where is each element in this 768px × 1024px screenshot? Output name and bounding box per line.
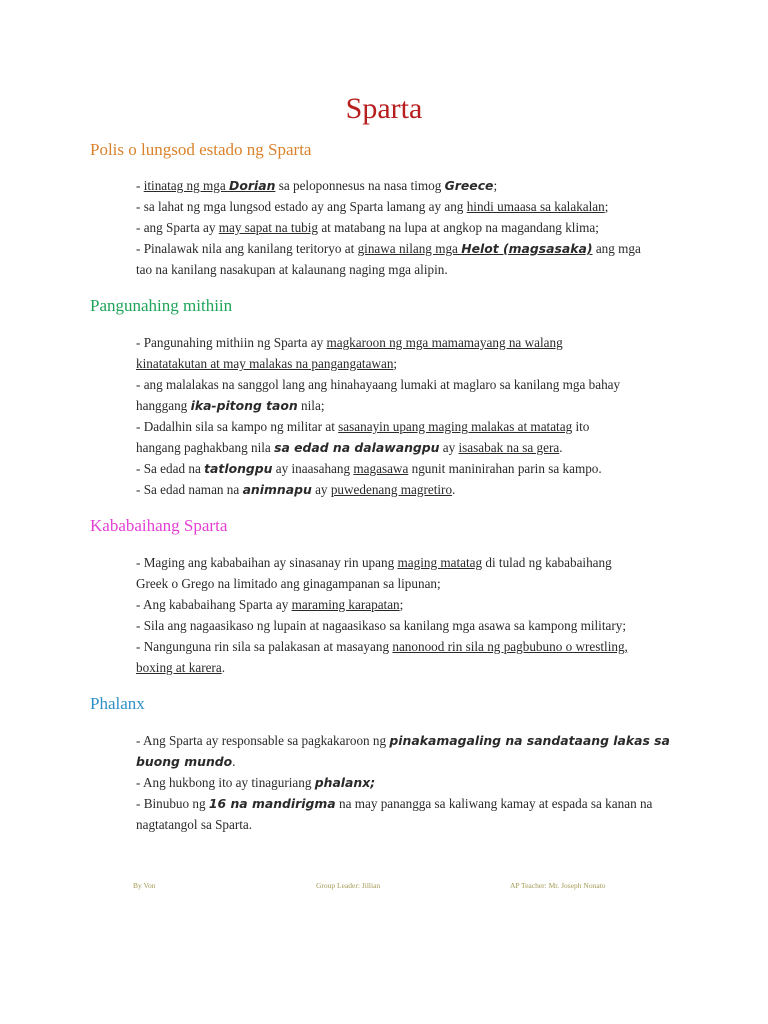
text-run: Helot (magsasaka) — [461, 241, 593, 256]
text-run: sa edad na dalawangpu — [274, 440, 440, 455]
body-line — [136, 594, 676, 615]
section-body-mithiin — [136, 332, 676, 500]
text-run: puwedenang magretiro — [330, 482, 453, 497]
text-run: - Pangunahing mithiin ng Sparta ay — [136, 335, 327, 350]
body-line — [136, 353, 676, 374]
body-line — [136, 772, 676, 793]
text-run: buong mundo — [136, 754, 233, 769]
section-heading-phalanx: Phalanx — [90, 694, 145, 713]
text-run: boxing at karera — [136, 660, 222, 675]
body-line — [136, 730, 676, 751]
footer-author: By Von — [133, 881, 156, 890]
text-run: animnapu — [242, 482, 312, 497]
footer-teacher: AP Teacher: Mr. Joseph Nonato — [510, 881, 606, 890]
text-run: ; — [604, 199, 609, 214]
text-run: . — [452, 482, 456, 497]
body-line — [136, 636, 676, 657]
text-run: - Nangunguna rin sila sa palakasan at masayang — [136, 639, 393, 654]
body-line — [136, 657, 676, 678]
text-run: may sapat na tubig — [218, 220, 319, 235]
text-run: . — [559, 440, 563, 455]
body-line — [136, 217, 676, 238]
body-line — [136, 175, 676, 196]
text-run: phalanx; — [314, 775, 376, 790]
text-run: ay — [439, 440, 459, 455]
text-run: - Sa edad naman na — [136, 482, 243, 497]
text-run: maging matatag — [397, 555, 483, 570]
body-line — [136, 814, 676, 835]
text-run: - Ang hukbong ito ay tinaguriang — [136, 775, 315, 790]
body-line — [136, 259, 676, 280]
text-run: - Pinalawak nila ang kanilang teritoryo at — [136, 241, 358, 256]
text-run: sasanayin upang maging malakas at matatag — [338, 419, 573, 434]
text-run: . — [221, 660, 225, 675]
body-line — [136, 416, 676, 437]
body-line — [136, 395, 676, 416]
text-run: tao na kanilang nasakupan at kalaunang naging mga alipin. — [136, 262, 448, 277]
text-run: ika-pitong taon — [190, 398, 298, 413]
section-heading-polis: Polis o lungsod estado ng Sparta — [90, 140, 312, 159]
text-run: - Ang Sparta ay responsable sa pagkakaroon ng — [136, 733, 390, 748]
text-run: ito — [572, 419, 590, 434]
text-run: ngunit maninirahan parin sa kampo. — [408, 461, 602, 476]
text-run: nanonood rin sila ng pagbubuno o wrestling, — [392, 639, 628, 654]
section-heading-mithiin: Pangunahing mithiin — [90, 296, 233, 315]
text-run: ginawa nilang mga — [357, 241, 462, 256]
text-run: . — [232, 754, 236, 769]
text-run: at matabang na lupa at angkop na magandang klima; — [318, 220, 599, 235]
text-run: ay inaasahang — [272, 461, 354, 476]
text-run: - — [136, 178, 144, 193]
body-line — [136, 751, 676, 772]
text-run: isasabak na sa gera — [458, 440, 560, 455]
page-title: Sparta — [345, 92, 423, 125]
body-line — [136, 437, 676, 458]
body-line — [136, 238, 676, 259]
text-run: - sa lahat ng mga lungsod estado ay ang Sparta lamang ay ang — [136, 199, 467, 214]
text-run: pinakamagaling na sandataang lakas sa — [389, 733, 670, 748]
text-run: hindi umaasa sa kalakalan — [466, 199, 605, 214]
body-line — [136, 615, 676, 636]
text-run: nila; — [297, 398, 325, 413]
text-run: Greek o Grego na limitado ang ginagampanan sa lipunan; — [136, 576, 441, 591]
text-run: - Dadalhin sila sa kampo ng militar at — [136, 419, 339, 434]
text-run: di tulad ng kababaihang — [482, 555, 612, 570]
text-run: na may panangga sa kaliwang kamay at espada sa kanan na — [335, 796, 653, 811]
text-run: tatlongpu — [204, 461, 273, 476]
text-run: hanggang — [136, 398, 191, 413]
text-run: - Ang kababaihang Sparta ay — [136, 597, 292, 612]
text-run: - Binubuo ng — [136, 796, 209, 811]
text-run: itinatag ng mga — [143, 178, 230, 193]
text-run: hangang paghakbang nila — [136, 440, 275, 455]
text-run: maraming karapatan — [291, 597, 400, 612]
body-line — [136, 573, 676, 594]
text-run: - Maging ang kababaihan ay sinasanay rin upang — [136, 555, 398, 570]
section-body-phalanx — [136, 730, 676, 835]
text-run: sa peloponnesus na nasa timog — [275, 178, 445, 193]
text-run: nagtatangol sa Sparta. — [136, 817, 253, 832]
text-run: 16 na mandirigma — [208, 796, 336, 811]
body-line — [136, 458, 676, 479]
text-run: Dorian — [229, 178, 276, 193]
body-line — [136, 552, 676, 573]
text-run: magasawa — [353, 461, 409, 476]
body-line — [136, 332, 676, 353]
body-line — [136, 196, 676, 217]
text-run: ; — [393, 356, 398, 371]
text-run: magkaroon ng mga mamamayang na walang — [326, 335, 563, 350]
section-body-kababaihan — [136, 552, 676, 678]
body-line — [136, 793, 676, 814]
text-run: ang mga — [592, 241, 641, 256]
text-run: Greece — [444, 178, 494, 193]
body-line — [136, 374, 676, 395]
text-run: - Sa edad na — [136, 461, 205, 476]
text-run: - Sila ang nagaasikaso ng lupain at nagaasikaso sa kanilang mga asawa sa kampong military; — [136, 618, 626, 633]
section-body-polis — [136, 175, 676, 280]
text-run: ; — [493, 178, 498, 193]
text-run: - ang malalakas na sanggol lang ang hinahayaang lumaki at maglaro sa kanilang mga bahay — [136, 377, 621, 392]
footer-group-leader: Group Leader: Jillian — [316, 881, 381, 890]
text-run: ; — [399, 597, 404, 612]
section-heading-kababaihan: Kababaihang Sparta — [90, 516, 228, 535]
text-run: kinatatakutan at may malakas na pangangatawan — [136, 356, 394, 371]
text-run: - ang Sparta ay — [136, 220, 219, 235]
text-run: ay — [311, 482, 331, 497]
body-line — [136, 479, 676, 500]
